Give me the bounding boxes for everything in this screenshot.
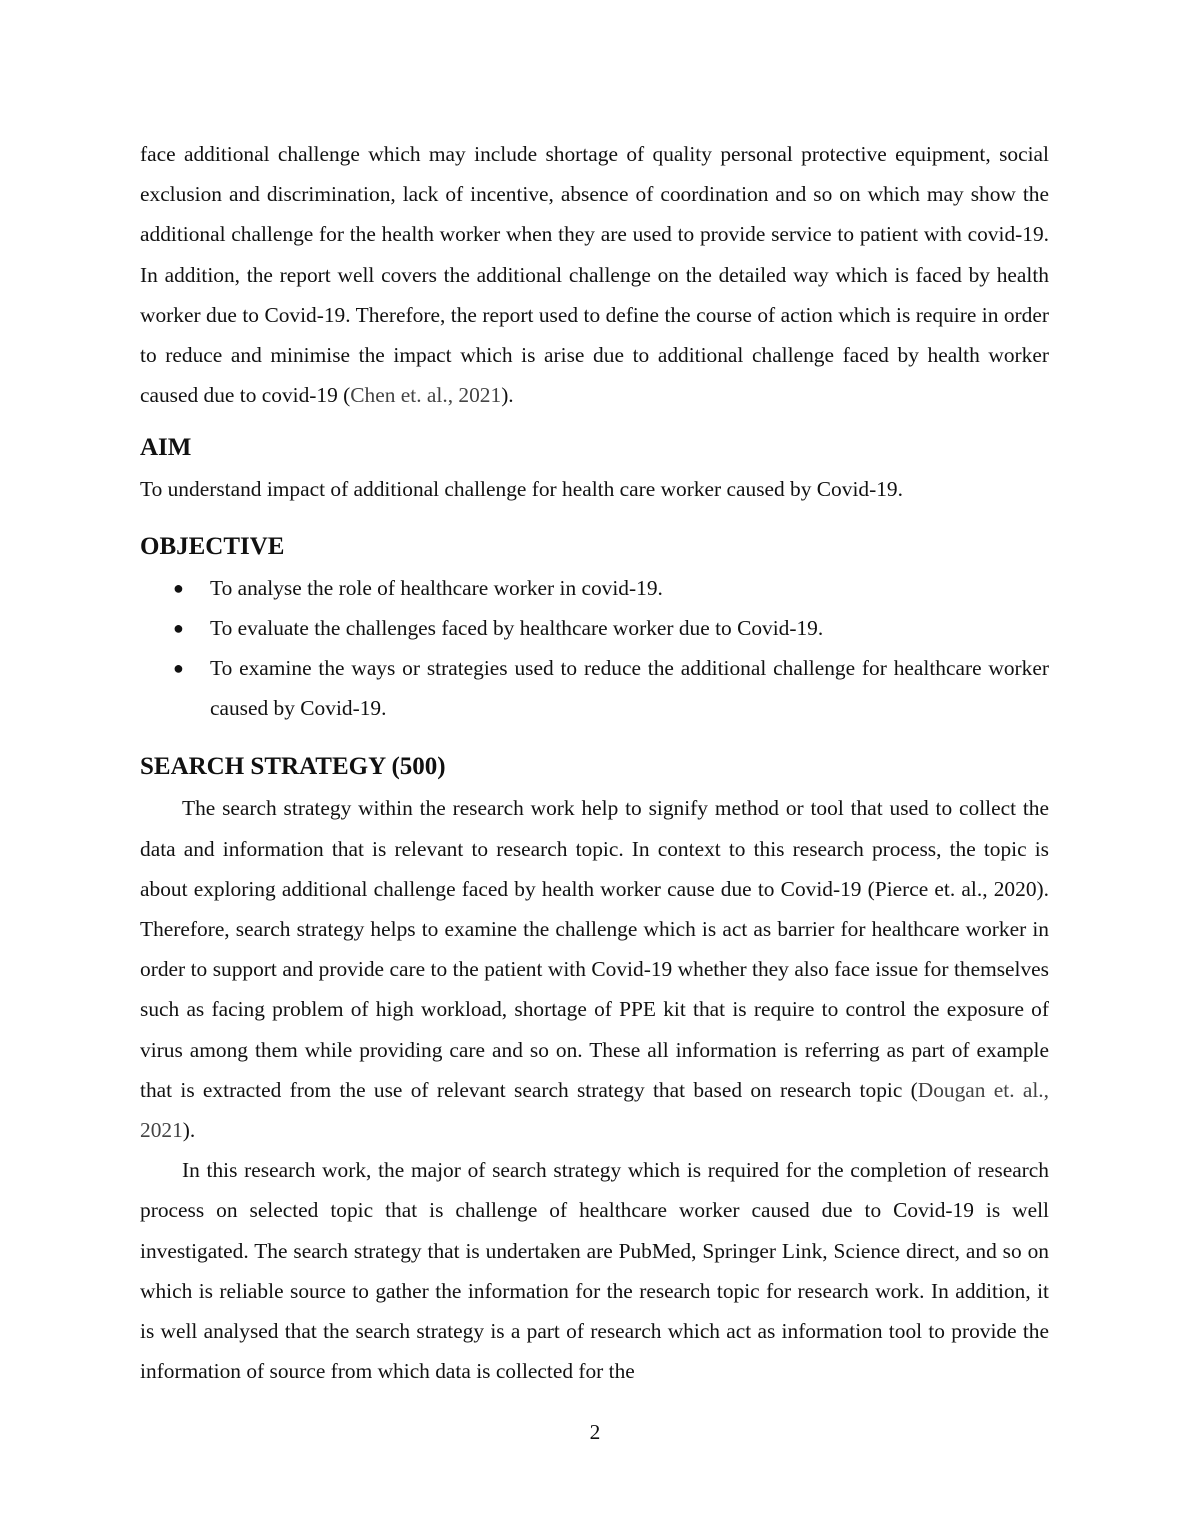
bullet-icon: ●: [173, 617, 184, 638]
aim-heading: AIM: [140, 434, 192, 462]
search-para1-text: The search strategy within the research work help to signify method or tool that used to collect the data and information that is relevant to research topic. In context to this research process, the topic is about exploring additional challenge faced by health worker cause due to Covid-19 (Pierce et. al., 2020). Therefore, search strategy helps to examine the challenge which is act as barrier for healthcare worker in order to support and provide care to the patient with Covid-19 whether they also face issue for themselves such as facing problem of high workload, shortage of PPE kit that is require to control the exposure of virus among them while providing care and so on. These all information is referring as part of example that is extracted from the use of relevant search strategy that based on research topic (: [140, 796, 1049, 1102]
objective-item: [140, 568, 1049, 608]
objective-heading: OBJECTIVE: [140, 532, 285, 560]
aim-text: To understand impact of additional challenge for health care worker caused by Covid-19.: [140, 477, 903, 502]
intro-citation: Chen et. al., 2021: [350, 383, 502, 408]
page-number: 2: [589, 1420, 601, 1444]
search-strategy-heading: SEARCH STRATEGY (500): [140, 753, 446, 781]
objective-item-text: To evaluate the challenges faced by healthcare worker due to Covid-19.: [210, 615, 824, 640]
bullet-icon: ●: [173, 577, 184, 598]
search-strategy-paragraph-2: In this research work, the major of search strategy which is required for the completion of research process on selected topic that is challenge of healthcare worker caused due to Covid-19 is well investigated. The search strategy that is undertaken are PubMed, Springer Link, Science direct, and so on which is reliable source to gather the information for the research topic for research work. In addition, it is well analysed that the search strategy is a part of research which act as information tool to provide the information of source from which data is collected for the: [140, 1158, 1049, 1384]
intro-tail: ).: [501, 383, 514, 408]
bullet-icon: ●: [173, 658, 184, 679]
objective-list: [140, 568, 1049, 729]
objective-item: [140, 608, 1049, 648]
intro-text: face additional challenge which may include shortage of quality personal protective equipment, social exclusion and discrimination, lack of incentive, absence of coordination and so on which may show the additional challenge for the health worker when they are used to provide service to patient with covid-19. In addition, the report well covers the additional challenge on the detailed way which is faced by health worker due to Covid-19. Therefore, the report used to define the course of action which is require in order to reduce and minimise the impact which is arise due to additional challenge faced by health worker caused due to covid-19 (: [140, 142, 1049, 408]
intro-paragraph: [140, 134, 1049, 415]
search-para1-tail: ).: [182, 1118, 196, 1143]
objective-item-text: To analyse the role of healthcare worker in covid-19.: [210, 575, 663, 600]
search-para1-citation: Dougan et. al., 2021: [140, 1077, 1049, 1143]
document-page: [140, 134, 1049, 1391]
search-strategy-paragraph-1: [140, 788, 1049, 1150]
objective-item: [140, 648, 1049, 728]
objective-item-text: To examine the ways or strategies used to reduce the additional challenge for healthcare worker caused by Covid-19.: [210, 656, 1049, 721]
